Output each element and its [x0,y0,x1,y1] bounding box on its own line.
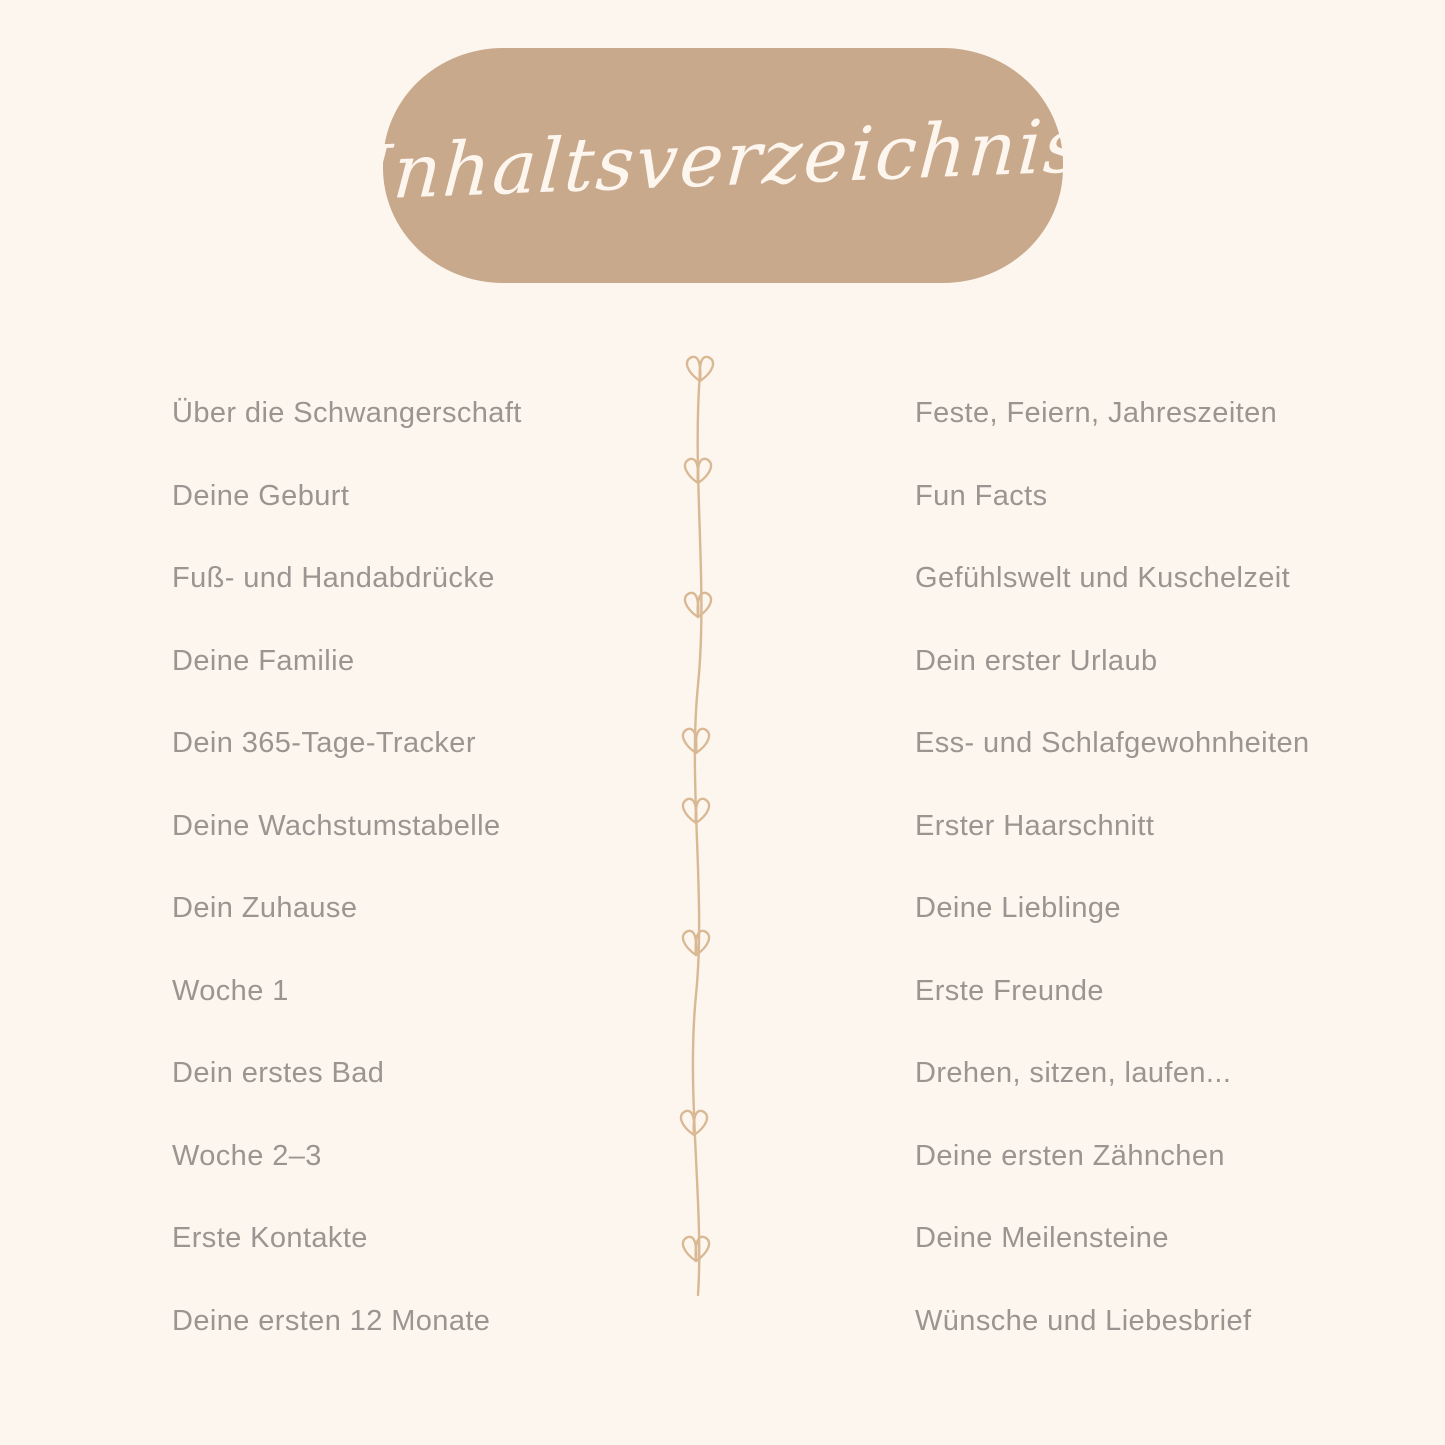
list-item[interactable]: Gefühlswelt und Kuschelzeit [915,562,1291,594]
toc-columns [0,372,1445,1352]
list-item[interactable]: Ess- und Schlafgewohnheiten [915,727,1310,759]
list-item[interactable]: Erster Haarschnitt [915,809,1155,842]
list-item[interactable]: Erste Freunde [915,974,1104,1007]
list-item[interactable]: Drehen, sitzen, laufen... [915,1057,1232,1089]
list-item[interactable]: Dein Zuhause [172,892,358,924]
list-item[interactable]: Dein erster Urlaub [915,644,1158,677]
list-item[interactable]: Deine Geburt [172,479,350,512]
list-item[interactable]: Deine ersten Zähnchen [915,1139,1225,1172]
page-title: Inhaltsverzeichnis [358,102,1087,217]
list-item[interactable]: Dein 365-Tage-Tracker [172,727,476,759]
list-item[interactable]: Woche 1 [172,974,289,1007]
list-item[interactable]: Erste Kontakte [172,1222,368,1254]
list-item[interactable]: Fuß- und Handabdrücke [172,562,495,594]
list-item[interactable]: Dein erstes Bad [172,1057,385,1089]
list-item[interactable]: Woche 2–3 [172,1139,322,1172]
list-item[interactable]: Deine Wachstumstabelle [172,809,501,842]
list-item[interactable]: Feste, Feiern, Jahreszeiten [915,397,1278,429]
toc-right-column [915,372,1385,1352]
list-item[interactable]: Wünsche und Liebesbrief [915,1304,1252,1337]
list-item[interactable]: Fun Facts [915,479,1048,512]
list-item[interactable]: Über die Schwangerschaft [172,397,522,429]
list-item[interactable]: Deine Familie [172,644,355,677]
toc-left-column [172,372,642,1352]
list-item[interactable]: Deine Meilensteine [915,1222,1169,1254]
title-banner [358,48,1087,283]
title-banner-wrap [0,48,1445,283]
list-item[interactable]: Deine ersten 12 Monate [172,1304,491,1337]
list-item[interactable]: Deine Lieblinge [915,892,1121,924]
